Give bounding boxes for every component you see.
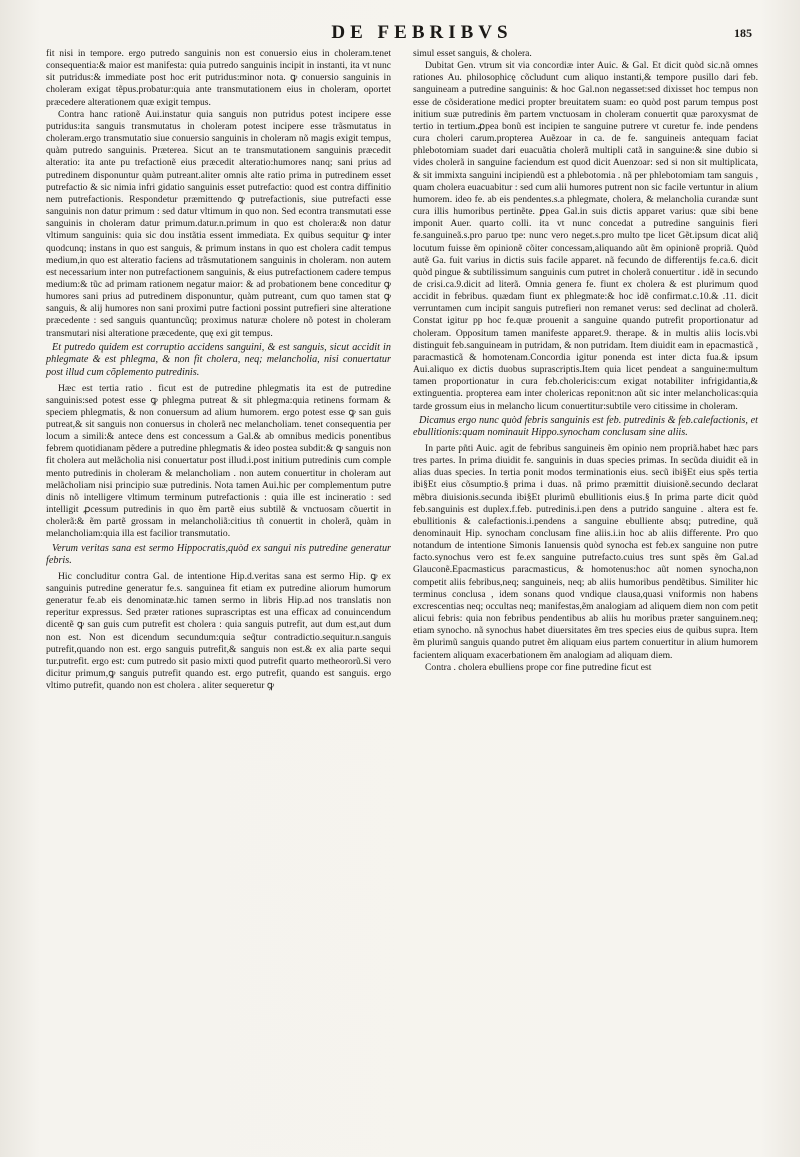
paragraph: Hic concluditur contra Gal. de intentione Hip.d.veritas sana est sermo Hip. ꝙ ex sanguinis putredine generatur fe.s. sanguinea fit etiam ex putredine aliorum humorum generatur fe.ab eis denominatæ.hic tamen sermo in libris Hip.ad nos translatis non reperitur expressus. Sed præter rationes suprascriptas est una efficax ad conuincendum dicentẽ ꝙ san guis cum putrefit est cholera : quia sanguis putrefit, aut dum est,aut dum non est. Non est dicendum secundum:quia seq̃tur contradictio.sequitur.n.sanguis putrefit,quando non est. ergo sanguis putrefit,& sanguis non est.& ex alia parte sequi tur.putrefit. ergo est: cum putredo sit pasio mixti quod putrefit quarto metheororũ.Si vero dicitur primum,ꝙ sanguis putrefit quando est. ergo putrefit, quando est sanguis. ergo vltimo putrefit, quando non est cholera . aliter sequeretur ꝙ bbox=[46, 570, 391, 692]
left-column bbox=[46, 48, 391, 692]
paragraph: Dubitat Gen. vtrum sit via concordiæ inter Auic. & Gal. Et dicit quòd sic.nã omnes rationes Au. philosophicę cõcludunt cum aliquo instanti,& tempore pusillo dari feb. sanguineam a putredine sanguinis: & hoc Gal.non negasset:sed dixisset hoc tempus non esse de cõsideratione medici propter breuitatem suam: eo quòd post parum tempus post initium suæ putredinis ẽm partem vnctuosam in choleram conuertit quæ paroxysmat de tertio in tertium.ꝓpea bonũ est incipien te sanguine putrere vt curetur fe. inde pendens cura choleri carum.propterea Auẽzoar in ca. de fe. sanguineis antequam faciat phlebotomiam suadet dari euacuãtia cholerã multipli catã in sanguine:& sine dubio si vides cholerã in sanguine faciendum est quod dicit Auenzoar: sed si non sit multiplicata, & sit immixta sanguini incipiendũ est a phlebotomia . nã per phlebotomiam tam sanguis , quam cholera euacuabitur : sed cum alii humores putrent non sic facile vertuntur in alium humorem. ideo fe. ab eis pendentes.s.a phlegmate, cholera, & melancholia curandæ sunt cura illis humoribus pertinẽte. ꝑpea Gal.in suis dictis apparet varius: quæ sibi bene imponit Auer. quarto colli. ita vt nunc concedat a putredine sanguinis fieri fe.sanguineã.s.pro paruo tpe: nunc vero neget.s.pro multo tpe licet Gẽt.ipsum dicat aliq̃ locutum fuisse ẽm opinionẽ cõiter concessam,aliquando aũt ẽm opinionẽ propriã. Quòd autẽ Ga. fuit varius in dictis suis facile apparet. nã fecundo de differentijs fe.ca.6. dicit quòd pingue & subtilissimum sanguinis cum putret in cholerã conuertitur . idẽ in secundo de crisi.ca.9.dicit ad literã. Omnia genera fe. fiunt ex cholera & est plurimum quod accidit in febribus. quædam fiunt ex phlegmate:& hoc idẽ confirmat.c.10.& .11. dicit verruntamen cum incipit sanguis putrefieri non remanet verus: sed declinat ad cholerã. Constat igitur pp hoc fe.quæ prouenit a sanguine quando putrefit proportionatur ad choleram. Oppositum tamen manifeste apparet.9. therape. & in multis aliis locis.vbi distinguit feb.sanguineam in putridam, & non putridam. Item diuidit eam in epacmasticã , paracmasticã & homotenam.Concordia igitur ponenda est inter dicta fua.& ipsum Aui.aliquo ex dictis duobus suprascriptis.Item quia licet pendeat a sanguine:multum tamen proportionatur in cura feb.cholericis:cum exigat notabiliter infrigidantia,& extinguentia. propterea eam inter cholericas reponit:non aũt sic inter melancholicas:quia tarde grossum eius in melancho licum conuertitur:subtile vero citissime in choleram. bbox=[413, 60, 758, 412]
paragraph: simul esset sanguis, & cholera. bbox=[413, 48, 532, 59]
text-columns bbox=[46, 48, 758, 692]
page-number: 185 bbox=[734, 26, 752, 40]
lemma-quotation: Verum veritas sana est sermo Hippocratis,quòd ex sangui nis putredine generatur febris. bbox=[46, 542, 391, 567]
lemma-quotation: Dicamus ergo nunc quòd febris sanguinis est feb. putredinis & feb.calefactionis, et ebullitionis:quam nominauit Hippo.synocham conclusam sine aliis. bbox=[413, 414, 758, 439]
lemma-quotation: Et putredo quidem est corruptio accidens sanguini, & est sanguis, sicut accidit in phlegmate & est phlegma, & non fit cholera, neq; melancholia, nisi conuertatur post illud cum cõplemento putredinis. bbox=[46, 341, 391, 378]
paragraph: Hæc est tertia ratio . ficut est de putredine phlegmatis ita est de putredine sanguinis:sed potest esse ꝙ phlegma putreat & sit phlegma:quia retinens formam & speciem phlegmatis, & non conuersum ad alium humorem. ergo potest esse ꝙ san guis putreat,& sit sanguis non conuersus in cholerã nec melancholiam. tenet consequentia per locum a simili:& antece dens est concessum a Gal.& ab omnibus medicis ponentibus febrem quotidianam pẽdere a putredine phlegmatis & ideo postea subdit:& ꝙ sanguis non fit cholera aut melãcholia nisi conuertatur post illud.i.post initium putredinis cum comple mento putredinis in choleram & melancholiam . non autem conuertitur in choleram aut melãcholiam nisi principio suæ putredinis. Nota tamen Aui.hic per complementum putre dinis nõ intelligere vltimum terminum putrefactionis : quia ille est incineratio : sed intelligit ꝓcessum putredinis in quo ẽm partẽ eius subtilẽ & vnctuosam cõuertit in cholerã:& ẽm partẽ grossam in melancholiã:citius tñ conuertit in cholerã, quàm in melancholiam:quia illa est facilior transmutatio. bbox=[46, 382, 391, 540]
paragraph: Contra . cholera ebulliens prope cor fine putredine ficut est bbox=[425, 661, 652, 673]
right-column bbox=[413, 48, 758, 692]
running-title: DE FEBRIBVS bbox=[331, 22, 513, 43]
paragraph: Contra hanc rationẽ Aui.instatur quia sanguis non putridus potest incipere esse putridus:ita sanguis transmutatus in choleram potest incipere esse trãsmutatus in choleram.ergo transmutatio siue conuersio sanguinis in choleram nõ magis exigit tempus, quàm putredo sanguinis. Præterea. Sicut an te transmutationem sanguinis præcedit alteratio: ita ante pu trefactionẽ eius præcedit alteratio:humores nanq; sani prius ad putredinem disponuntur quàm putreant.aliter omnis alte ratio prima in putredinem esset putrefactio & sic nimia infri gidatio sanguinis esset putrefactio: quod est contra diffinitio nem putrefactionis. Respondetur præmittendo ꝙ putrefactionis, siue putrefacti esse sanguinis non datur primum : sed datur vltimum in quo non. Sed econtra transmutati esse sanguinis in choleram datur primum.datur.n.primum in quo est cholera:& non datur vltimum sanguinis: quia sic dou instãtia essent immediata. Ex quibus sequitur ꝙ inter quodcunq; instans in quo est sanguis, & primum instans in quo est cholera cadit tempus medium,in quo est alteratio faciens ad trãsmutationem sanguinis in choleram. non autem est necessarium inter non putrefactionem sanguinis, & eius putrefactionem cadere tempus medium:& tũc ad primam rationem negatur maior: & ad probationem bene conceditur ꝙ humores sani prius ad putredinem disponuntur, quàm putreant, cum quo tamen stat ꝙ sanguis, & alij humores non sani proximi putre factioni possint putrefieri sine alteratione præcedente : sed sanguis quantuncũq; proximus naturæ cholere nõ potest in choleram transmutari nisi alteratione præcedente, quę exi git tempus. bbox=[46, 108, 391, 339]
paragraph: fit nisi in tempore. ergo putredo sanguinis non est conuersio eius in choleram.tenet consequentia:& maior est manifesta: quia putredo sanguinis incipit in instanti, ita vt nunc sit putridus:& immediate post hoc erit putridus:minor nota. ꝙ conuersio sanguinis in choleram exigat tẽpus.probatur:quia ante transmutationem eius in choleram, oportet præcedere alterationem quæ exigit tempus. bbox=[46, 48, 391, 108]
running-head bbox=[46, 22, 758, 48]
paragraph: In parte pñti Auic. agit de febribus sanguineis ẽm opinio nem propriã.habet hæc pars tres partes. In prima diuidit fe. sanguinis in duas species primas. In secũda diuidit eã in alias duas species. In tertia ponit modos terminationis eius. secũ ibi§Et eius spẽs tertia ibi§Et eius cõsumptio.§ prima i duas. nã primo præmittit diuisionẽ.secundo declarat mẽbra diuisionis.secunda ibi§Et plurimũ ebullitionis eius.§ In prima parte dicit quòd feb.sanguinis est duplex.f.feb. putredinis.i.pen dens a putrido sanguine . altera est fe. ebullitionis & calefactionis.i.pendens a sanguine ebulliente absq; putredine, quã denominauit Hip. synocham conclusam fine aliis.i.in hoc ab aliis differente. Pro quo notandum de intentione Simonis Ianuensis quòd synocha est feb.ex sanguine non putre facto.synochus vero est fe.ex sanguine putrefacto.cuius tres sunt spẽs ẽm Gal.ad Glauconẽ.Epacmasticus paracmasticus, & homotenus:hoc aũt nomen synocha,non competit aliis febribus,neq; sanguineis, neq; ab aliis humoribus pendẽtibus. Similiter hic terminus conclusa , idem sonans quod vndique clausa,quasi vniformis non habens excrescentias neq; occultas neq; manifestas,ẽm analogiam ad aliquem diem non com petit alicui febris: quia non febribus pendentibus ab aliis hu moribus præter sanguinem.neq; etiam synocho. nã synochus habet diuersitates ẽm tres species eius de quibus supra. Item ẽm plurimũ sanguis quando putret ẽm aliquam eius partem conuertitur in alium humorem facientem aliquam exacerbationem ẽm analogiam ad aliquam diem. bbox=[413, 442, 758, 661]
